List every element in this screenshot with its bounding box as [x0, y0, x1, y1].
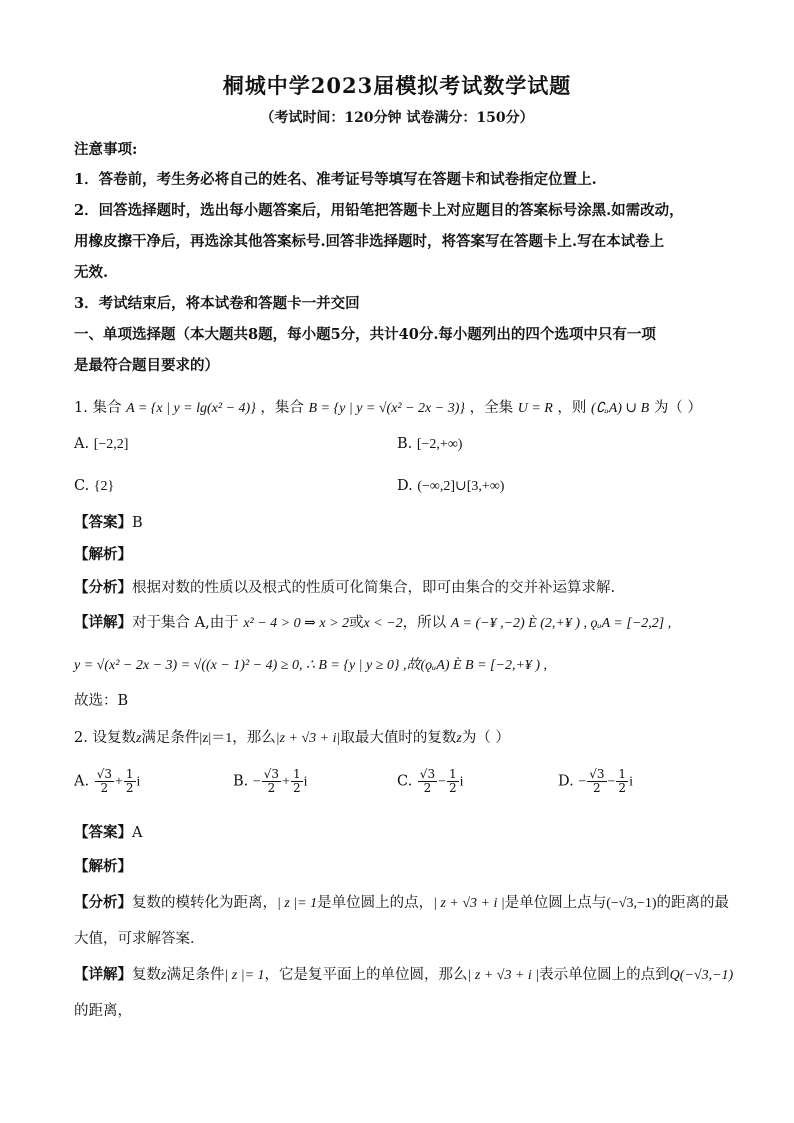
q2-detail-line-2: 的距离，	[74, 1003, 132, 1019]
question-2-stem: 2. 设复数z满足条件|z|＝1，那么|z + √3 + i|取最大值时的复数z为（ ）	[74, 730, 510, 746]
section1-heading-cont: 是最符合题目要求的）	[74, 357, 219, 374]
set-b-definition: B = {y | y = √(x² − 2x − 3)}	[308, 401, 465, 416]
note-item-2: 2．回答选择题时，选出每小题答案后，用铅笔把答题卡上对应题目的答案标号涂黑.如需改动，	[74, 202, 684, 219]
q1-analysis-heading: 【解析】	[74, 546, 132, 563]
q1-option-c: C. {2}	[74, 478, 115, 494]
exam-subtitle: （考试时间：120分钟 试卷满分：150分）	[260, 110, 534, 126]
q2-analysis-heading: 【解析】	[74, 858, 132, 875]
section1-heading: 一、单项选择题（本大题共8题，每小题5分，共计40分.每小题列出的四个选项中只有一项	[74, 326, 656, 343]
q2-fenxi-line-1: 【分析】复数的模转化为距离，| z |= 1是单位圆上的点，| z + √3 + i |是单位圆上点与(−√3,−1)的距离的最	[74, 894, 730, 911]
q2-option-a: A. $\frac{√3}{2}$ + $\frac{1}{2}$ i	[74, 767, 141, 795]
note-item-3: 3．考试结束后，将本试卷和答题卡一并交回	[74, 295, 360, 312]
q2-fenxi-line-2: 大值，可求解答案．	[74, 931, 205, 947]
q1-answer: 【答案】B	[74, 514, 143, 531]
question-1-stem: 1. 集合 A = {x | y = lg(x² − 4)} ，集合 B = {y | y = √(x² − 2x − 3)} ，全集 U = R ，则 (∁ᵤA) ∪ B 为（ ）	[74, 400, 702, 416]
note-item-2-end: 无效.	[74, 264, 109, 281]
universe-set: U = R	[517, 401, 553, 416]
q1-fenxi: 【分析】根据对数的性质以及根式的性质可化简集合，即可由集合的交并补运算求解.	[74, 579, 616, 596]
q1-option-a: A. [−2,2]	[74, 436, 129, 452]
q2-option-d: D. − $\frac{√3}{2}$ − $\frac{1}{2}$ i	[558, 767, 633, 795]
notes-heading: 注意事项:	[74, 141, 138, 158]
set-expression: (∁ᵤA) ∪ B	[591, 401, 650, 416]
q1-detail-line-2: y = √(x² − 2x − 3) = √((x − 1)² − 4) ≥ 0, ∴ B = {y | y ≥ 0} ,故(ǫᵤA) È B = [−2,+¥ ) ,	[74, 658, 548, 673]
exam-title: 桐城中学2023届模拟考试数学试题	[222, 73, 572, 98]
set-a-definition: A = {x | y = lg(x² − 4)}	[126, 401, 256, 416]
q2-option-c: C. $\frac{√3}{2}$ − $\frac{1}{2}$ i	[397, 767, 464, 795]
q1-conclusion: 故选：B	[74, 693, 129, 709]
q1-detail-line-1: 【详解】对于集合 A,由于 x² − 4 > 0 ⇒ x > 2或x < −2，所以 A = (−¥ ,−2) È (2,+¥ ) , ǫᵤA = [−2,2] ,	[74, 614, 672, 631]
q1-option-b: B. [−2,+∞)	[397, 436, 463, 452]
note-item-2-cont: 用橡皮擦干净后，再选涂其他答案标号.回答非选择题时，将答案写在答题卡上.写在本试卷上	[74, 233, 665, 250]
note-item-1: 1．答卷前，考生务必将自己的姓名、准考证号等填写在答题卡和试卷指定位置上.	[74, 171, 597, 188]
q2-answer: 【答案】A	[74, 824, 143, 841]
q2-option-b: B. − $\frac{√3}{2}$ + $\frac{1}{2}$ i	[233, 767, 308, 795]
q2-detail-line-1: 【详解】复数z满足条件| z |= 1，它是复平面上的单位圆，那么| z + √3 + i |表示单位圆上的点到Q(−√3,−1)	[74, 966, 734, 983]
q1-option-d: D. (−∞,2]∪[3,+∞)	[397, 478, 505, 494]
